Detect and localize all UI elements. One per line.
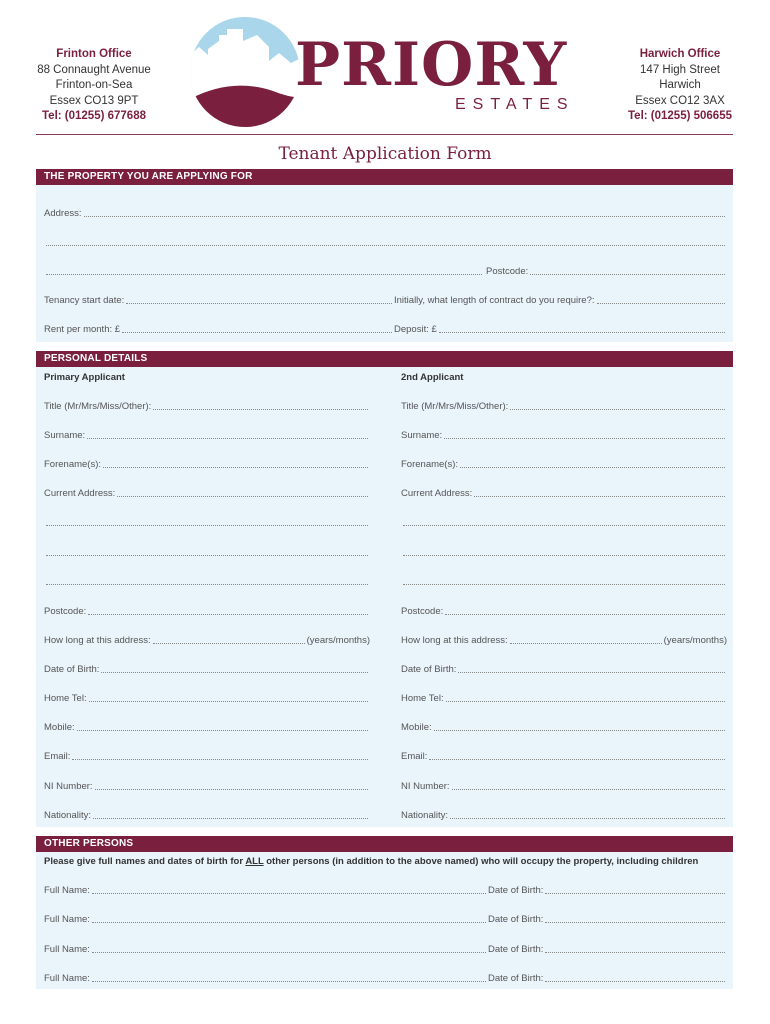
second-postcode-field[interactable]: [401, 605, 727, 617]
office-title: Frinton Office: [56, 48, 132, 60]
contract-length-field[interactable]: [394, 294, 727, 306]
other-full-name-field[interactable]: [44, 913, 488, 925]
second-applicant-heading: 2nd Applicant: [401, 372, 464, 383]
office-address-line: Harwich: [659, 79, 701, 91]
second-surname-field[interactable]: [401, 429, 727, 441]
primary-surname-field[interactable]: [44, 429, 370, 441]
second-title-field[interactable]: [401, 400, 727, 412]
property-address-field[interactable]: [44, 207, 727, 219]
primary-address-line-field[interactable]: [44, 575, 370, 587]
primary-nationality-field[interactable]: [44, 809, 370, 821]
note-text: Please give full names and dates of birth for: [44, 856, 246, 867]
field-label: Postcode:: [44, 606, 87, 617]
field-label: Date of Birth:: [488, 973, 544, 984]
field-label: How long at this address:: [44, 635, 151, 646]
other-dob-field[interactable]: [488, 943, 727, 955]
field-label: Mobile:: [401, 722, 432, 733]
field-label: Address:: [44, 208, 82, 219]
office-address-line: Essex CO12 3AX: [635, 94, 725, 107]
field-label: NI Number:: [401, 781, 450, 792]
office-tel: Tel: (01255) 677688: [42, 110, 146, 122]
header-divider: [36, 134, 733, 135]
other-dob-field[interactable]: [488, 913, 727, 925]
field-label: Date of Birth:: [401, 664, 457, 675]
section-personal-heading: PERSONAL DETAILS: [36, 351, 733, 367]
field-suffix: (years/months): [306, 635, 370, 646]
field-label: Nationality:: [44, 810, 91, 821]
second-address-line-field[interactable]: [401, 575, 727, 587]
note-text: other persons (in addition to the above named) who will occupy the property, including children: [263, 856, 699, 867]
other-dob-field[interactable]: [488, 884, 727, 896]
field-label: Tenancy start date:: [44, 295, 125, 306]
primary-mobile-field[interactable]: [44, 721, 370, 733]
office-address-line: 147 High Street: [640, 63, 720, 76]
field-label: Initially, what length of contract do you require?:: [394, 295, 595, 306]
office-address-line: Essex CO13 9PT: [49, 94, 139, 107]
second-nationality-field[interactable]: [401, 809, 727, 821]
field-label: How long at this address:: [401, 635, 508, 646]
other-dob-field[interactable]: [488, 972, 727, 984]
field-label: Surname:: [401, 430, 443, 441]
property-address-line-field[interactable]: [44, 236, 727, 248]
primary-howlong-field[interactable]: [44, 634, 370, 646]
other-full-name-field[interactable]: [44, 884, 488, 896]
field-label: Home Tel:: [44, 693, 87, 704]
field-label: Mobile:: [44, 722, 75, 733]
office-address-line: 88 Connaught Avenue: [37, 63, 151, 76]
priory-estates-logo: [183, 15, 593, 127]
frinton-office-block: [14, 47, 174, 125]
primary-address-line-field[interactable]: [44, 516, 370, 528]
field-label: Current Address:: [44, 488, 116, 499]
field-label: Date of Birth:: [488, 944, 544, 955]
second-address-line-field[interactable]: [401, 516, 727, 528]
field-label: Title (Mr/Mrs/Miss/Other):: [44, 401, 152, 412]
office-address-line: Frinton-on-Sea: [55, 79, 133, 91]
field-label: Nationality:: [401, 810, 448, 821]
section-other-persons-heading: OTHER PERSONS: [36, 836, 733, 852]
field-label: Email:: [401, 751, 428, 762]
field-label: Forename(s):: [401, 459, 459, 470]
second-forenames-field[interactable]: [401, 458, 727, 470]
tenancy-start-field[interactable]: [44, 294, 394, 306]
field-label: Date of Birth:: [488, 885, 544, 896]
primary-forenames-field[interactable]: [44, 458, 370, 470]
other-full-name-field[interactable]: [44, 943, 488, 955]
primary-postcode-field[interactable]: [44, 605, 370, 617]
other-persons-instructions: [44, 856, 698, 867]
field-label: Date of Birth:: [44, 664, 100, 675]
field-label: Postcode:: [486, 266, 529, 277]
second-dob-field[interactable]: [401, 663, 727, 675]
rent-field[interactable]: [44, 323, 394, 335]
field-label: Deposit: £: [394, 324, 437, 335]
field-label: Full Name:: [44, 885, 90, 896]
page-title: Tenant Application Form: [278, 144, 492, 164]
note-emphasis: ALL: [245, 856, 264, 867]
field-label: Email:: [44, 751, 71, 762]
second-mobile-field[interactable]: [401, 721, 727, 733]
field-label: Surname:: [44, 430, 86, 441]
office-title: Harwich Office: [639, 48, 721, 60]
logo-subtitle: ESTATES: [455, 96, 575, 113]
field-label: Forename(s):: [44, 459, 102, 470]
field-label: Postcode:: [401, 606, 444, 617]
primary-address-line-field[interactable]: [44, 546, 370, 558]
primary-applicant-heading: Primary Applicant: [44, 372, 125, 383]
second-address-field[interactable]: [401, 487, 727, 499]
second-home-tel-field[interactable]: [401, 692, 727, 704]
primary-dob-field[interactable]: [44, 663, 370, 675]
field-label: Rent per month: £: [44, 324, 121, 335]
primary-home-tel-field[interactable]: [44, 692, 370, 704]
office-tel: Tel: (01255) 506655: [628, 110, 732, 122]
field-label: Title (Mr/Mrs/Miss/Other):: [401, 401, 509, 412]
field-label: Home Tel:: [401, 693, 444, 704]
field-label: Date of Birth:: [488, 914, 544, 925]
field-label: Full Name:: [44, 973, 90, 984]
field-label: Current Address:: [401, 488, 473, 499]
second-email-field[interactable]: [401, 750, 727, 762]
field-label: Full Name:: [44, 914, 90, 925]
harwich-office-block: [600, 47, 760, 125]
field-label: NI Number:: [44, 781, 93, 792]
other-full-name-field[interactable]: [44, 972, 488, 984]
primary-ni-field[interactable]: [44, 780, 370, 792]
primary-title-field[interactable]: [44, 400, 370, 412]
logo-wordmark: PRIORY: [295, 30, 568, 100]
deposit-field[interactable]: [394, 323, 727, 335]
property-postcode-field[interactable]: [486, 265, 727, 277]
primary-email-field[interactable]: [44, 750, 370, 762]
section-property-heading: THE PROPERTY YOU ARE APPLYING FOR: [36, 169, 733, 185]
second-ni-field[interactable]: [401, 780, 727, 792]
second-address-line-field[interactable]: [401, 546, 727, 558]
second-howlong-field[interactable]: [401, 634, 727, 646]
field-suffix: (years/months): [663, 635, 727, 646]
primary-address-field[interactable]: [44, 487, 370, 499]
field-label: Full Name:: [44, 944, 90, 955]
property-address-line-field[interactable]: [44, 265, 484, 277]
